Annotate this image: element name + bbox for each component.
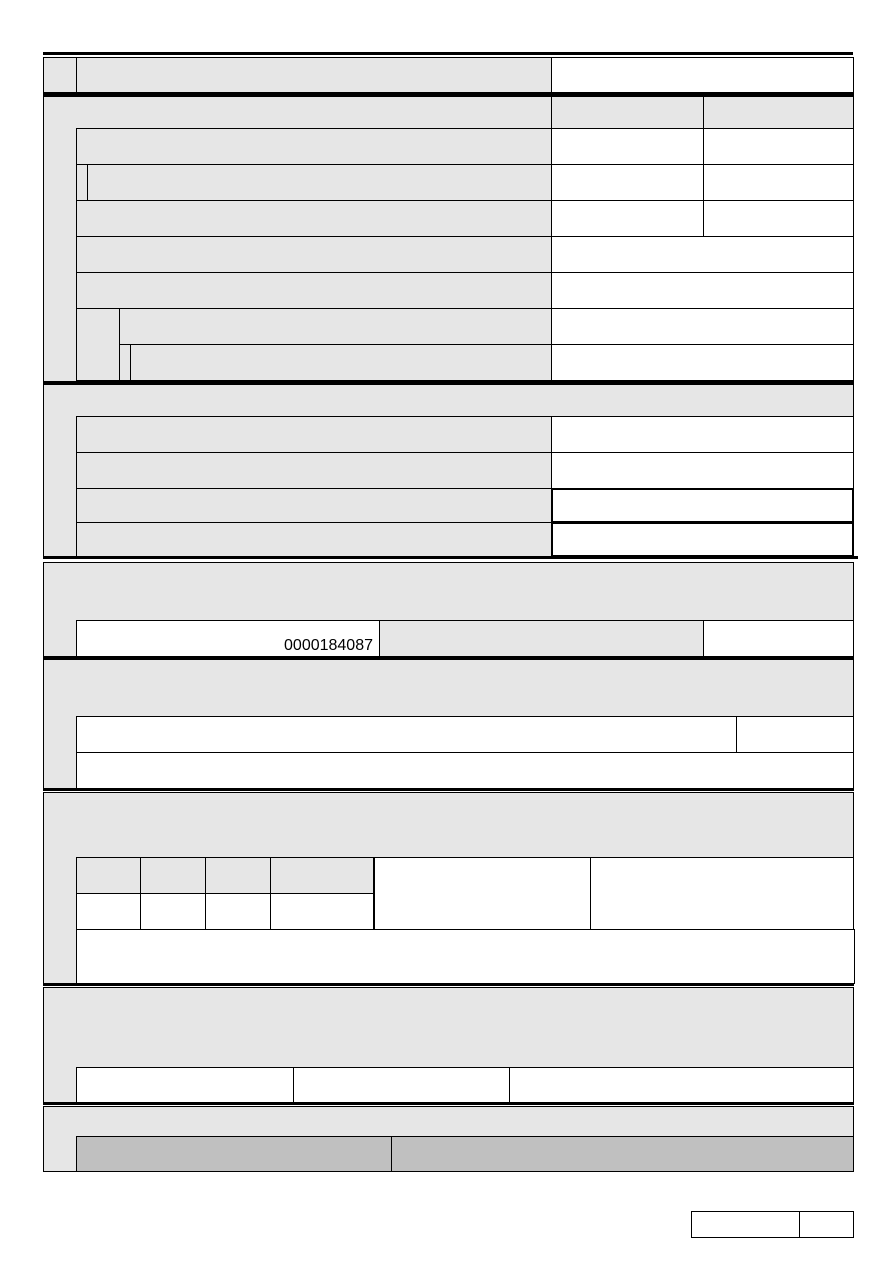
section-5-value-cell-3[interactable] <box>205 893 271 930</box>
section-5-header-cell-4 <box>270 857 374 894</box>
section-7-dark-cell-left <box>76 1136 392 1172</box>
section-1-row-5-label <box>76 272 552 309</box>
section-4-wide-field[interactable] <box>76 716 737 753</box>
section-2-row-1-label <box>76 416 552 453</box>
header-corner-cell <box>43 57 77 93</box>
section-5-rule <box>43 788 854 791</box>
top-rule <box>43 52 853 55</box>
section-2-row-2-label <box>76 452 552 489</box>
section-2-row-1-value[interactable] <box>551 416 854 453</box>
section-6-field-3[interactable] <box>509 1067 854 1103</box>
section-3-right-field[interactable] <box>703 620 854 657</box>
section-1-row-6-value[interactable] <box>551 308 854 345</box>
reference-number-field[interactable] <box>76 620 380 657</box>
section-1-row-1-value-a[interactable] <box>551 128 704 165</box>
footer-page-box-left <box>691 1211 800 1238</box>
section-2-row-4-value[interactable] <box>551 522 854 557</box>
section-5-tall-field-a[interactable] <box>373 857 591 930</box>
section-1-row-1-label <box>76 128 552 165</box>
section-1-row-3-value-b[interactable] <box>703 200 854 237</box>
section-1-row-7-label <box>130 344 552 381</box>
section-1-row-6-indent <box>76 308 120 381</box>
section-4-full-field[interactable] <box>76 752 854 789</box>
section-1-row-6-label <box>119 308 552 345</box>
section-6-field-1[interactable] <box>76 1067 294 1103</box>
section-3-rule <box>43 556 858 559</box>
section-1-col-header-a <box>551 96 704 129</box>
section-1-row-1-value-b[interactable] <box>703 128 854 165</box>
section-1-row-3-label <box>76 200 552 237</box>
section-5-header-cell-3 <box>205 857 271 894</box>
section-2-row-3-value[interactable] <box>551 488 854 523</box>
section-5-tall-field-b[interactable] <box>590 857 854 930</box>
section-1-row-2-value-b[interactable] <box>703 164 854 201</box>
section-6-rule <box>43 983 854 986</box>
section-6-field-2[interactable] <box>293 1067 510 1103</box>
section-5-header-cell-2 <box>140 857 206 894</box>
section-5-header-cell-1 <box>76 857 141 894</box>
section-1-row-5-value[interactable] <box>551 272 854 309</box>
section-3-middle-label <box>379 620 704 657</box>
header-value-cell[interactable] <box>551 57 854 93</box>
section-2-row-4-label <box>76 522 552 557</box>
section-1-row-4-label <box>76 236 552 273</box>
reference-number-value: 0000184087 <box>284 637 373 654</box>
section-1-row-4-value[interactable] <box>551 236 854 273</box>
section-5-full-field[interactable] <box>76 929 855 984</box>
section-5-value-cell-4[interactable] <box>270 893 374 930</box>
footer-page-box-right <box>799 1211 854 1238</box>
section-2-row-3-label <box>76 488 552 523</box>
section-4-small-field[interactable] <box>736 716 854 753</box>
section-1-col-header-b <box>703 96 854 129</box>
section-1-row-2-value-a[interactable] <box>551 164 704 201</box>
section-5-value-cell-2[interactable] <box>140 893 206 930</box>
section-7-rule <box>43 1102 854 1105</box>
section-7-dark-cell-right <box>391 1136 854 1172</box>
section-2-row-2-value[interactable] <box>551 452 854 489</box>
header-label-cell <box>76 57 552 93</box>
section-5-value-cell-1[interactable] <box>76 893 141 930</box>
section-1-row-3-value-a[interactable] <box>551 200 704 237</box>
section-1-row-7-value[interactable] <box>551 344 854 381</box>
section-1-row-2-label <box>87 164 552 201</box>
